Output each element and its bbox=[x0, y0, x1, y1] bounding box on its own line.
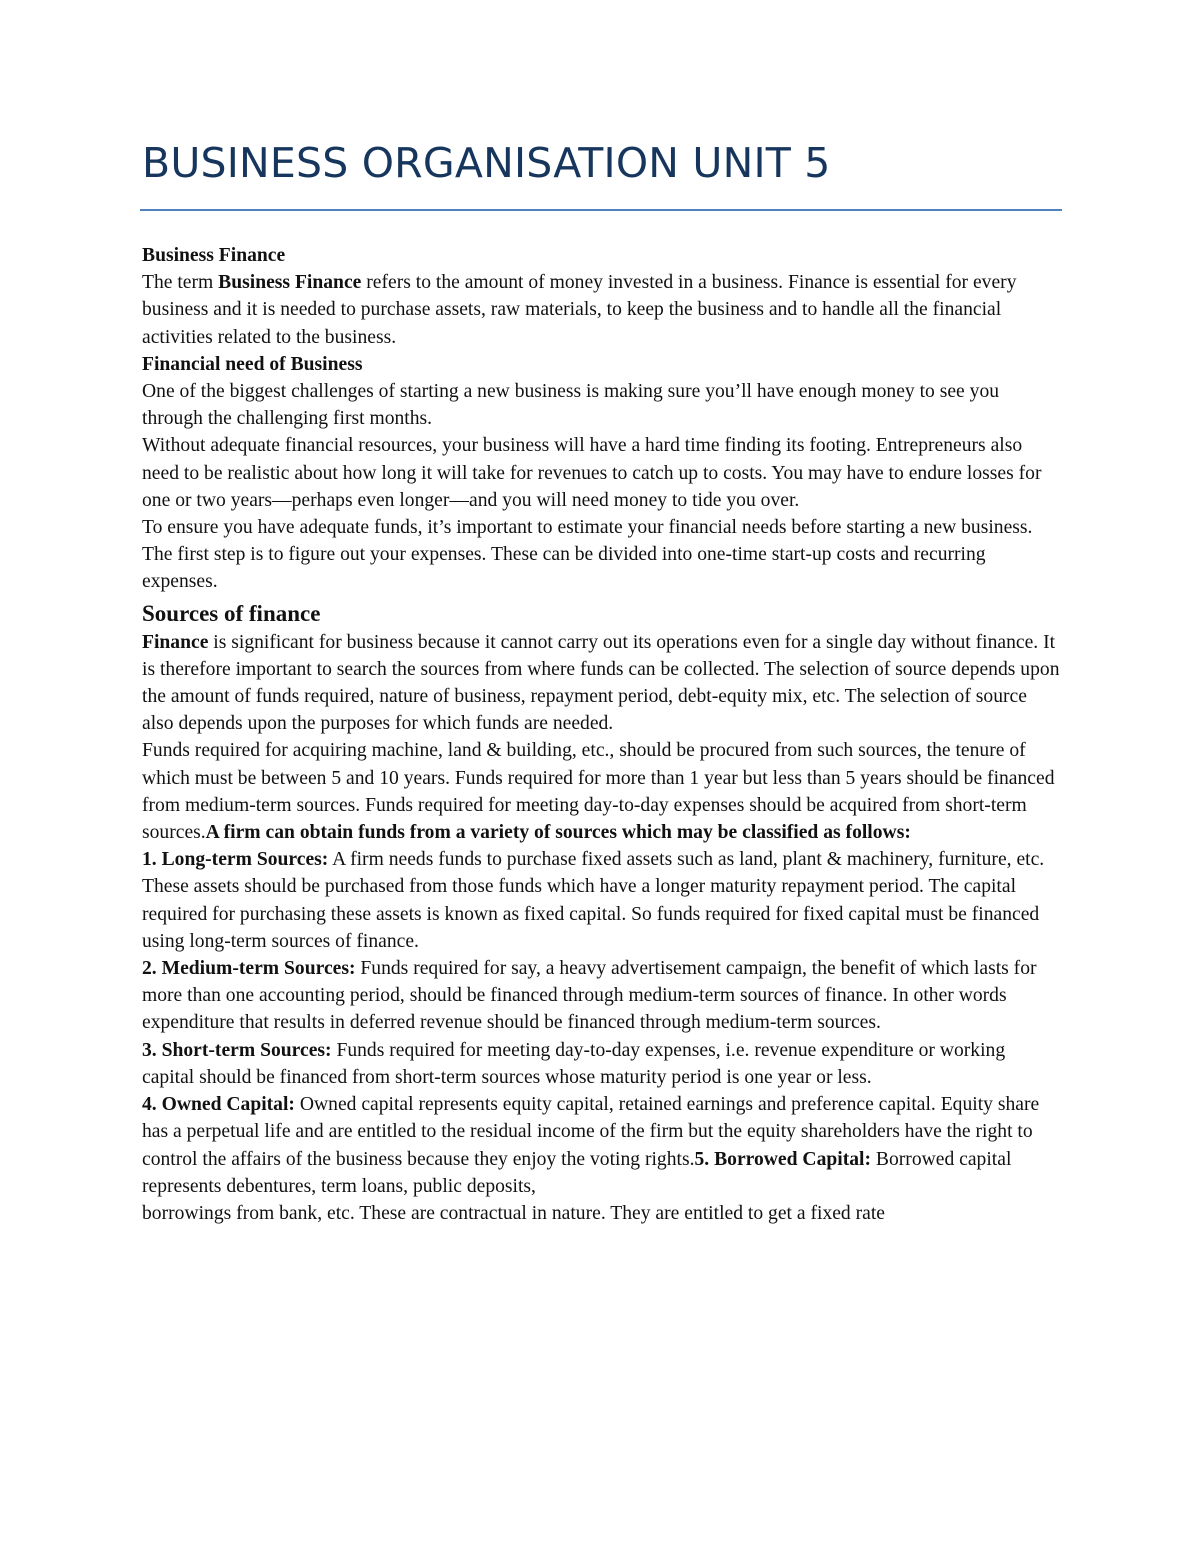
financial-need-heading: Financial need of Business bbox=[142, 353, 363, 375]
title-underline bbox=[140, 209, 1062, 211]
financial-need-paragraph-2: Without adequate financial resources, your business will have a hard time finding its footing. Entrepreneurs also need to be realistic about how long it will take for revenues to catch up to costs. You may have to endure losses for one or two years—perhaps even longer—and you will need money to tide you over. bbox=[142, 435, 1042, 511]
sources-paragraph-1: Finance is significant for business because it cannot carry out its operations even for a single day without finance. It is therefore important to search the sources from where funds can be collected. The selection of source depends upon the amount of funds required, nature of business, repayment period, debt-equity mix, etc. The selection of source also depends upon the purposes for which funds are needed. bbox=[142, 631, 1060, 735]
financial-need-paragraph-1: One of the biggest challenges of starting a new business is making sure you’ll have enough money to see you through the challenging first months. bbox=[142, 381, 1000, 430]
medium-term-label: 2. Medium-term Sources: bbox=[142, 958, 356, 980]
list-item-owned-capital: 4. Owned Capital: Owned capital represents equity capital, retained earnings and preference capital. Equity share has a perpetual life and are entitled to the residual income of the firm but the equity shareholders have the right to control the affairs of the business because they enjoy the voting rights.5. Borrowed Capital: Borrowed capital represents debentures, term loans, public deposits, bbox=[142, 1094, 1040, 1197]
list-item-long-term: 1. Long-term Sources: A firm needs funds to purchase fixed assets such as land, plant & machinery, furniture, etc. These assets should be purchased from those funds which have a longer maturity repayment period. The capital required for purchasing these assets is known as fixed capital. So funds required for fixed capital must be financed using long-term sources of finance. bbox=[142, 849, 1045, 952]
business-finance-term: Business Finance bbox=[218, 272, 362, 294]
owned-capital-label: 4. Owned Capital: bbox=[142, 1094, 295, 1116]
list-item-short-term: 3. Short-term Sources: Funds required for meeting day-to-day expenses, i.e. revenue expenditure or working capital should be financed from short-term sources whose maturity period is one year or less. bbox=[142, 1039, 1006, 1088]
business-finance-heading: Business Finance bbox=[142, 245, 286, 266]
sources-paragraph-2: Funds required for acquiring machine, land & building, etc., should be procured from such sources, the tenure of which must be between 5 and 10 years. Funds required for more than 1 year but less than 5 years should be financed from medium-term sources. Funds required for meeting day-to-day expenses should be acquired from short-term sources.A firm can obtain funds from a variety of sources which may be classified as follows: bbox=[142, 740, 1055, 844]
classification-intro: A firm can obtain funds from a variety of sources which may be classified as follows: bbox=[205, 822, 911, 844]
short-term-label: 3. Short-term Sources: bbox=[142, 1039, 332, 1061]
finance-term: Finance bbox=[142, 631, 209, 653]
final-line: borrowings from bank, etc. These are contractual in nature. They are entitled to get a fixed rate bbox=[142, 1202, 885, 1224]
document-body bbox=[142, 242, 1060, 1227]
financial-need-paragraph-3: To ensure you have adequate funds, it’s important to estimate your financial needs before starting a new business. The first step is to figure out your expenses. These can be divided into one-time start-up costs and recurring expenses. bbox=[142, 517, 1033, 593]
document-title: BUSINESS ORGANISATION UNIT 5 bbox=[142, 139, 831, 187]
business-finance-paragraph: The term Business Finance refers to the amount of money invested in a business. Finance is essential for every business and it is needed to purchase assets, raw materials, to keep the business and to handle all the financial activities related to the business. bbox=[142, 272, 1017, 348]
sources-heading: Sources of finance bbox=[142, 600, 321, 626]
list-item-medium-term: 2. Medium-term Sources: Funds required for say, a heavy advertisement campaign, the benefit of which lasts for more than one accounting period, should be financed through medium-term sources of finance. In other words expenditure that results in deferred revenue should be financed through medium-term sources. bbox=[142, 958, 1037, 1034]
long-term-label: 1. Long-term Sources: bbox=[142, 849, 329, 871]
borrowed-capital-label: 5. Borrowed Capital: bbox=[694, 1148, 872, 1170]
